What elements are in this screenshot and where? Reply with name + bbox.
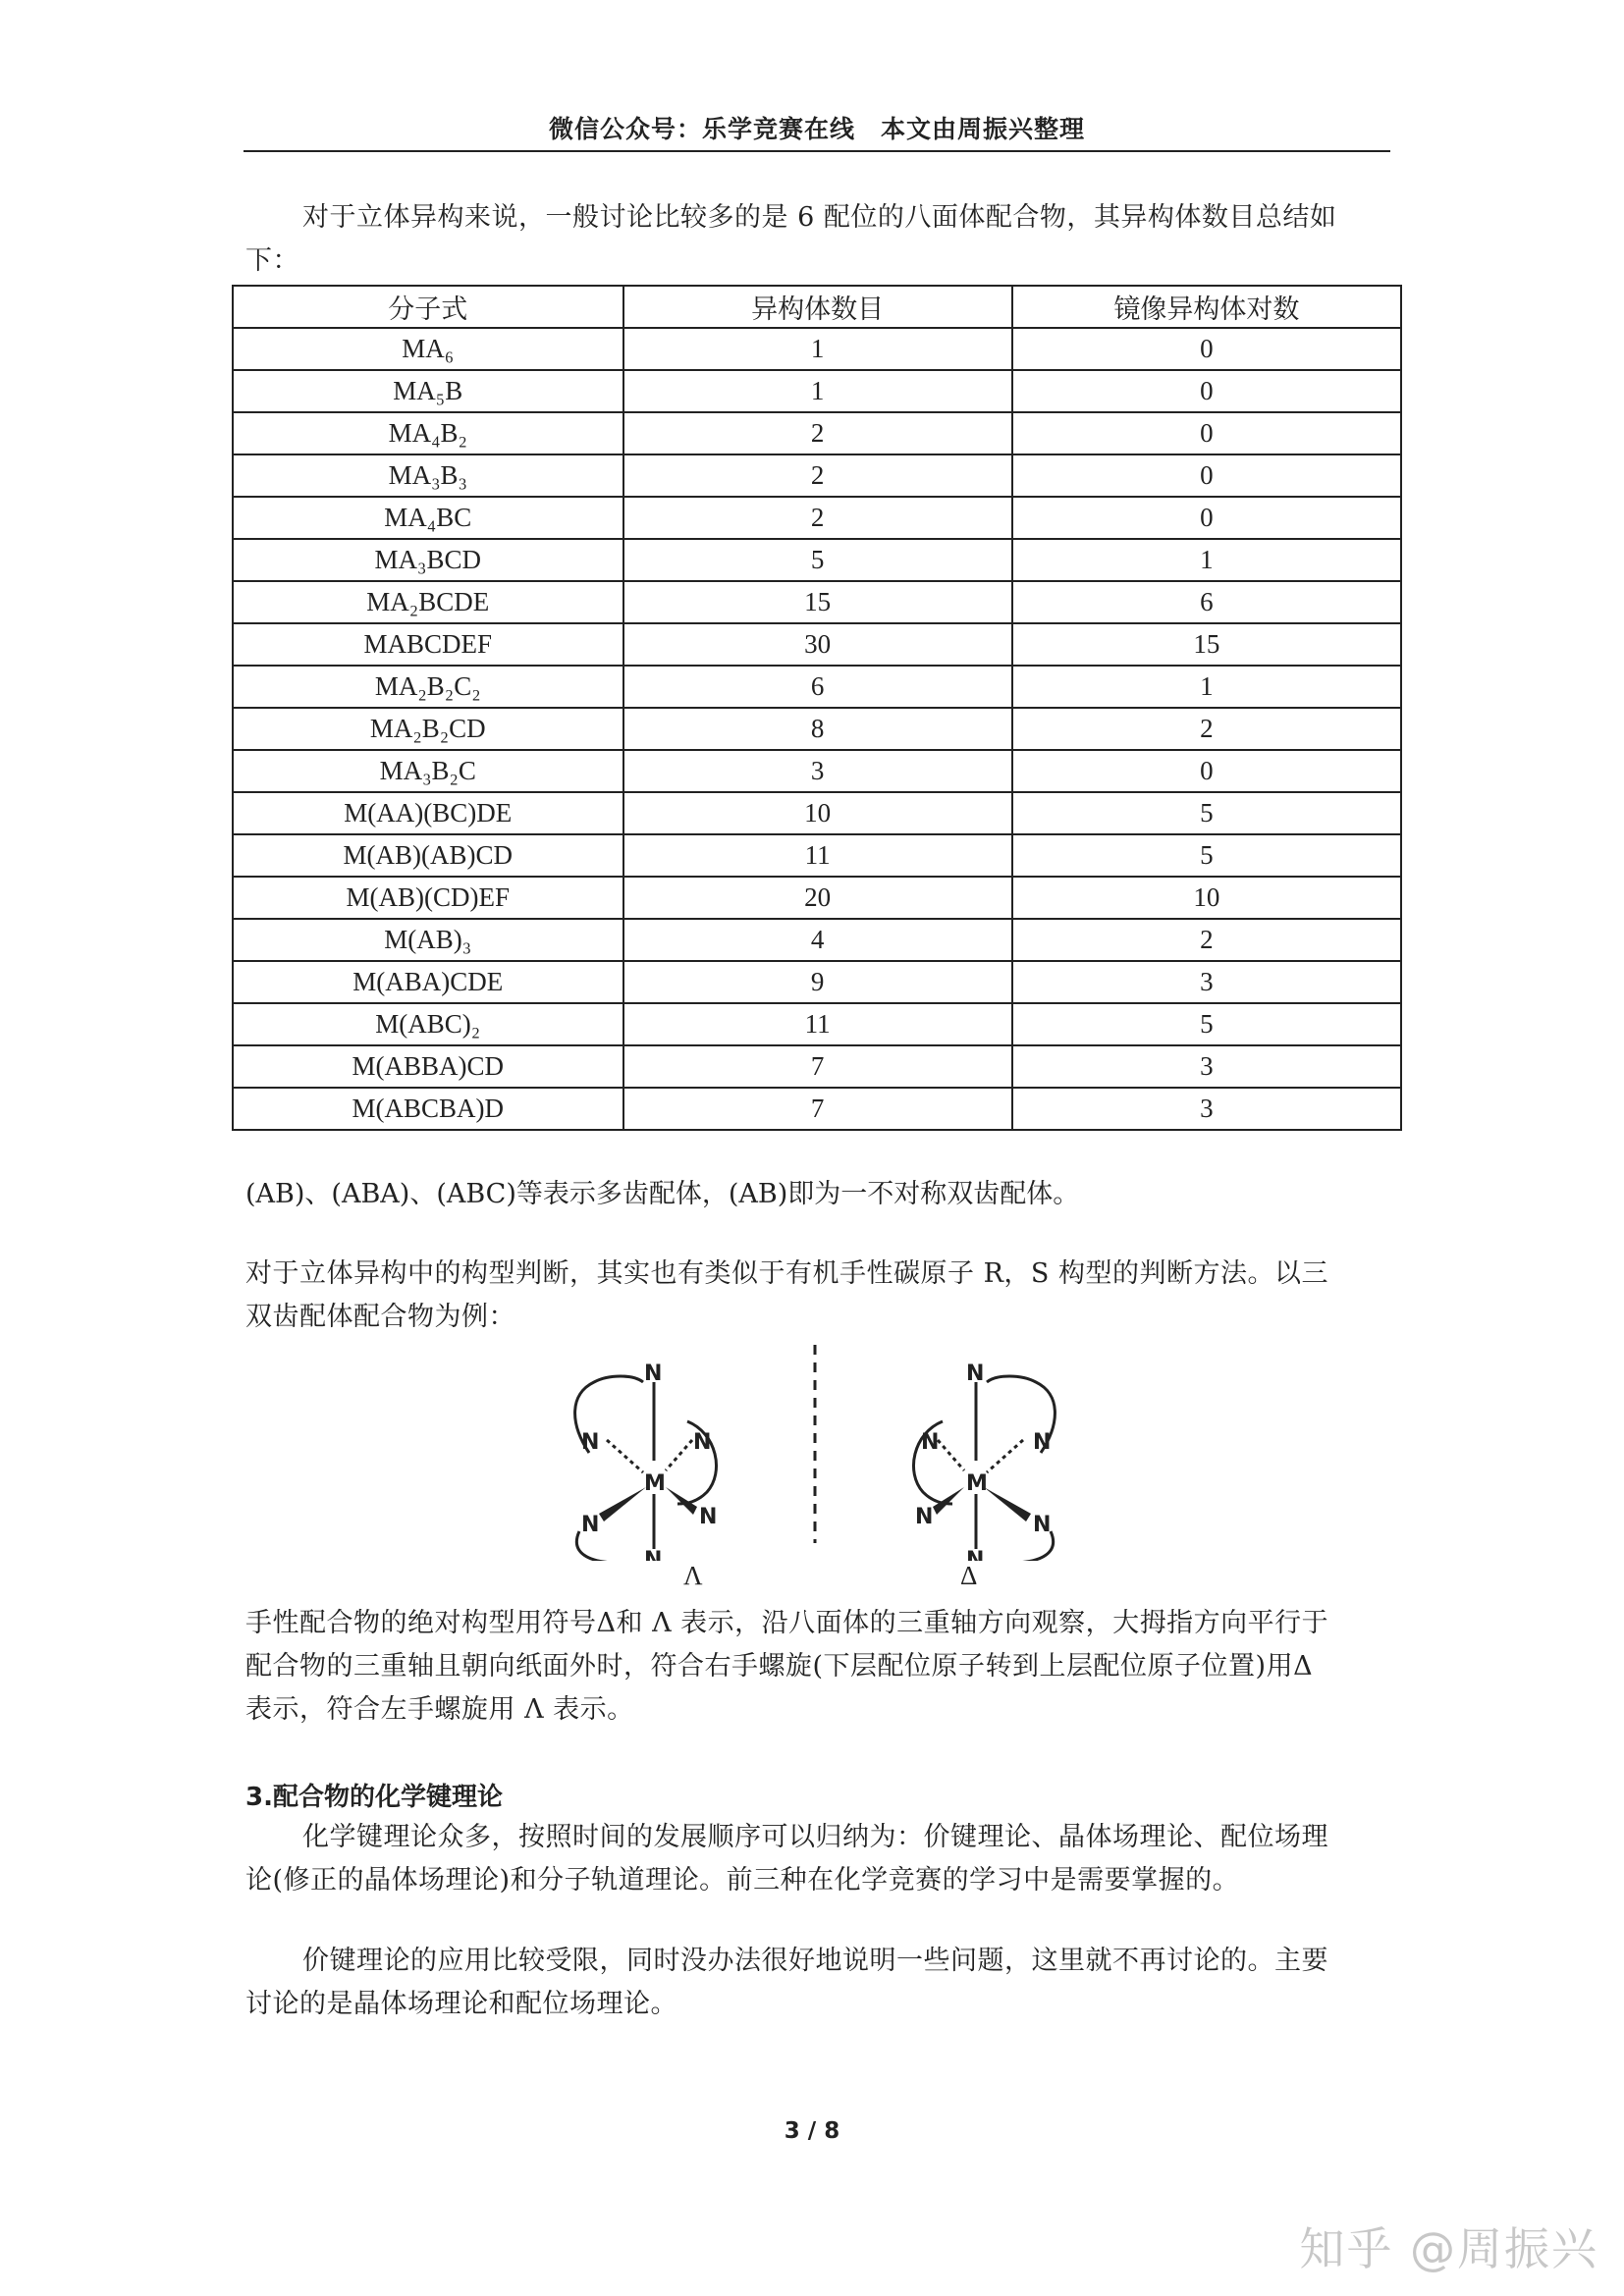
cell-enantiomer-pairs: 5 — [1012, 792, 1401, 834]
table-row — [233, 961, 1401, 1003]
atom-n: N — [966, 1548, 985, 1561]
cell-enantiomer-pairs: 2 — [1012, 708, 1401, 750]
cell-isomer-count: 4 — [623, 919, 1012, 961]
bond — [666, 1440, 692, 1470]
chirality-line-1: 对于立体异构中的构型判断，其实也有类似于有机手性碳原子 R，S 构型的判断方法。以三 — [245, 1258, 1328, 1289]
cell-formula: M(ABBA)CD — [233, 1045, 623, 1088]
cell-isomer-count: 7 — [623, 1045, 1012, 1088]
cell-isomer-count: 7 — [623, 1088, 1012, 1130]
cell-formula: MA₃B₂C — [233, 750, 623, 792]
table-row — [233, 370, 1401, 412]
atom-n: N — [699, 1505, 718, 1529]
polydentate-note: (AB)、(ABA)、(ABC)等表示多齿配体，(AB)即为一不对称双齿配体。 — [245, 1179, 1080, 1209]
section-p1-line-2: 论(修正的晶体场理论)和分子轨道理论。前三种在化学竞赛的学习中是需要掌握的。 — [245, 1865, 1240, 1896]
section-p2-line-2: 讨论的是晶体场理论和配位场理论。 — [245, 1989, 677, 2019]
cell-isomer-count: 10 — [623, 792, 1012, 834]
bond-wedge — [599, 1487, 646, 1522]
cell-isomer-count: 2 — [623, 497, 1012, 539]
cell-enantiomer-pairs: 0 — [1012, 370, 1401, 412]
atom-m: M — [644, 1471, 666, 1496]
intro-line-2: 下： — [245, 245, 299, 276]
cell-enantiomer-pairs: 1 — [1012, 666, 1401, 708]
table-header-row — [233, 286, 1401, 328]
header-formula: 分子式 — [233, 286, 623, 328]
cell-formula: MA₂B₂CD — [233, 708, 623, 750]
table-row — [233, 1088, 1401, 1130]
atom-n: N — [581, 1430, 600, 1455]
cell-isomer-count: 1 — [623, 328, 1012, 370]
atom-n: N — [581, 1513, 600, 1537]
table-row — [233, 708, 1401, 750]
section-p2-line-1: 价键理论的应用比较受限，同时没办法很好地说明一些问题，这里就不再讨论的。主要 — [302, 1946, 1328, 1976]
atom-n: N — [1033, 1513, 1052, 1537]
cell-enantiomer-pairs: 0 — [1012, 328, 1401, 370]
cell-enantiomer-pairs: 3 — [1012, 1088, 1401, 1130]
cell-formula: MA₃BCD — [233, 539, 623, 581]
atom-n: N — [644, 1548, 663, 1561]
cell-formula: MA₂B₂C₂ — [233, 666, 623, 708]
cell-formula: M(AB)(CD)EF — [233, 877, 623, 919]
cell-isomer-count: 9 — [623, 961, 1012, 1003]
table-row — [233, 497, 1401, 539]
cell-formula: MA₄B₂ — [233, 412, 623, 454]
cell-formula: M(ABA)CDE — [233, 961, 623, 1003]
header-isomer-count: 异构体数目 — [623, 286, 1012, 328]
table-row — [233, 750, 1401, 792]
lambda-label: Λ — [683, 1561, 703, 1590]
table-row — [233, 834, 1401, 877]
cell-enantiomer-pairs: 6 — [1012, 581, 1401, 623]
table-row — [233, 539, 1401, 581]
table-row — [233, 623, 1401, 666]
chirality-line-2: 双齿配体配合物为例： — [245, 1302, 515, 1332]
table-row — [233, 877, 1401, 919]
table-body — [233, 328, 1401, 1130]
chirality-diagram — [550, 1335, 1080, 1561]
cell-formula: M(ABC)₂ — [233, 1003, 623, 1045]
explain-line-3: 表示，符合左手螺旋用 Λ 表示。 — [245, 1694, 634, 1725]
atom-n: N — [644, 1362, 663, 1386]
cell-isomer-count: 1 — [623, 370, 1012, 412]
cell-formula: MA₄BC — [233, 497, 623, 539]
atom-n: N — [966, 1362, 985, 1386]
cell-enantiomer-pairs: 5 — [1012, 1003, 1401, 1045]
cell-isomer-count: 11 — [623, 1003, 1012, 1045]
cell-enantiomer-pairs: 0 — [1012, 497, 1401, 539]
atom-n: N — [915, 1505, 934, 1529]
cell-formula: M(AB)₃ — [233, 919, 623, 961]
cell-formula: MA₅B — [233, 370, 623, 412]
section-p1-line-1: 化学键理论众多，按照时间的发展顺序可以归纳为：价键理论、晶体场理论、配位场理 — [302, 1822, 1328, 1852]
bond — [987, 1440, 1023, 1472]
cell-enantiomer-pairs: 2 — [1012, 919, 1401, 961]
cell-isomer-count: 15 — [623, 581, 1012, 623]
page-header: 微信公众号：乐学竞赛在线 本文由周振兴整理 — [548, 115, 1085, 143]
cell-enantiomer-pairs: 3 — [1012, 1045, 1401, 1088]
table-row — [233, 328, 1401, 370]
cell-isomer-count: 8 — [623, 708, 1012, 750]
cell-formula: M(AA)(BC)DE — [233, 792, 623, 834]
cell-isomer-count: 2 — [623, 412, 1012, 454]
intro-line-1: 对于立体异构来说，一般讨论比较多的是 6 配位的八面体配合物，其异构体数目总结如 — [302, 202, 1337, 233]
table-row — [233, 919, 1401, 961]
delta-complex — [913, 1362, 1055, 1561]
cell-formula: MABCDEF — [233, 623, 623, 666]
bond-wedge — [984, 1487, 1031, 1522]
atom-n: N — [921, 1430, 940, 1455]
cell-isomer-count: 2 — [623, 454, 1012, 497]
cell-formula: MA₃B₃ — [233, 454, 623, 497]
cell-enantiomer-pairs: 5 — [1012, 834, 1401, 877]
atom-n: N — [693, 1430, 712, 1455]
cell-enantiomer-pairs: 1 — [1012, 539, 1401, 581]
cell-isomer-count: 5 — [623, 539, 1012, 581]
lambda-complex — [575, 1362, 718, 1561]
table-row — [233, 454, 1401, 497]
isomer-table — [232, 285, 1402, 1131]
cell-enantiomer-pairs: 15 — [1012, 623, 1401, 666]
cell-formula: MA₆ — [233, 328, 623, 370]
cell-isomer-count: 3 — [623, 750, 1012, 792]
watermark: 知乎 @周振兴 — [1299, 2222, 1598, 2275]
cell-formula: M(ABCBA)D — [233, 1088, 623, 1130]
table-row — [233, 1003, 1401, 1045]
bond — [938, 1440, 964, 1470]
cell-enantiomer-pairs: 0 — [1012, 412, 1401, 454]
table-row — [233, 666, 1401, 708]
page-number: 3 / 8 — [784, 2118, 840, 2144]
cell-isomer-count: 30 — [623, 623, 1012, 666]
cell-isomer-count: 20 — [623, 877, 1012, 919]
explain-line-1: 手性配合物的绝对构型用符号Δ和 Λ 表示，沿八面体的三重轴方向观察，大拇指方向平行于 — [245, 1608, 1329, 1638]
explain-line-2: 配合物的三重轴且朝向纸面外时，符合右手螺旋(下层配位原子转到上层配位原子位置)用Δ — [245, 1651, 1314, 1682]
cell-formula: MA₂BCDE — [233, 581, 623, 623]
table-row — [233, 1045, 1401, 1088]
table-row — [233, 581, 1401, 623]
delta-label: Δ — [960, 1561, 978, 1590]
cell-enantiomer-pairs: 0 — [1012, 750, 1401, 792]
section-title: 3.配合物的化学键理论 — [245, 1783, 503, 1812]
atom-n: N — [1033, 1430, 1052, 1455]
atom-m: M — [966, 1471, 988, 1496]
cell-isomer-count: 6 — [623, 666, 1012, 708]
cell-formula: M(AB)(AB)CD — [233, 834, 623, 877]
bond — [607, 1440, 643, 1472]
cell-isomer-count: 11 — [623, 834, 1012, 877]
cell-enantiomer-pairs: 10 — [1012, 877, 1401, 919]
table-row — [233, 412, 1401, 454]
cell-enantiomer-pairs: 0 — [1012, 454, 1401, 497]
header-rule — [244, 150, 1390, 152]
table-row — [233, 792, 1401, 834]
header-enantiomer-pairs: 镜像异构体对数 — [1012, 286, 1401, 328]
cell-enantiomer-pairs: 3 — [1012, 961, 1401, 1003]
